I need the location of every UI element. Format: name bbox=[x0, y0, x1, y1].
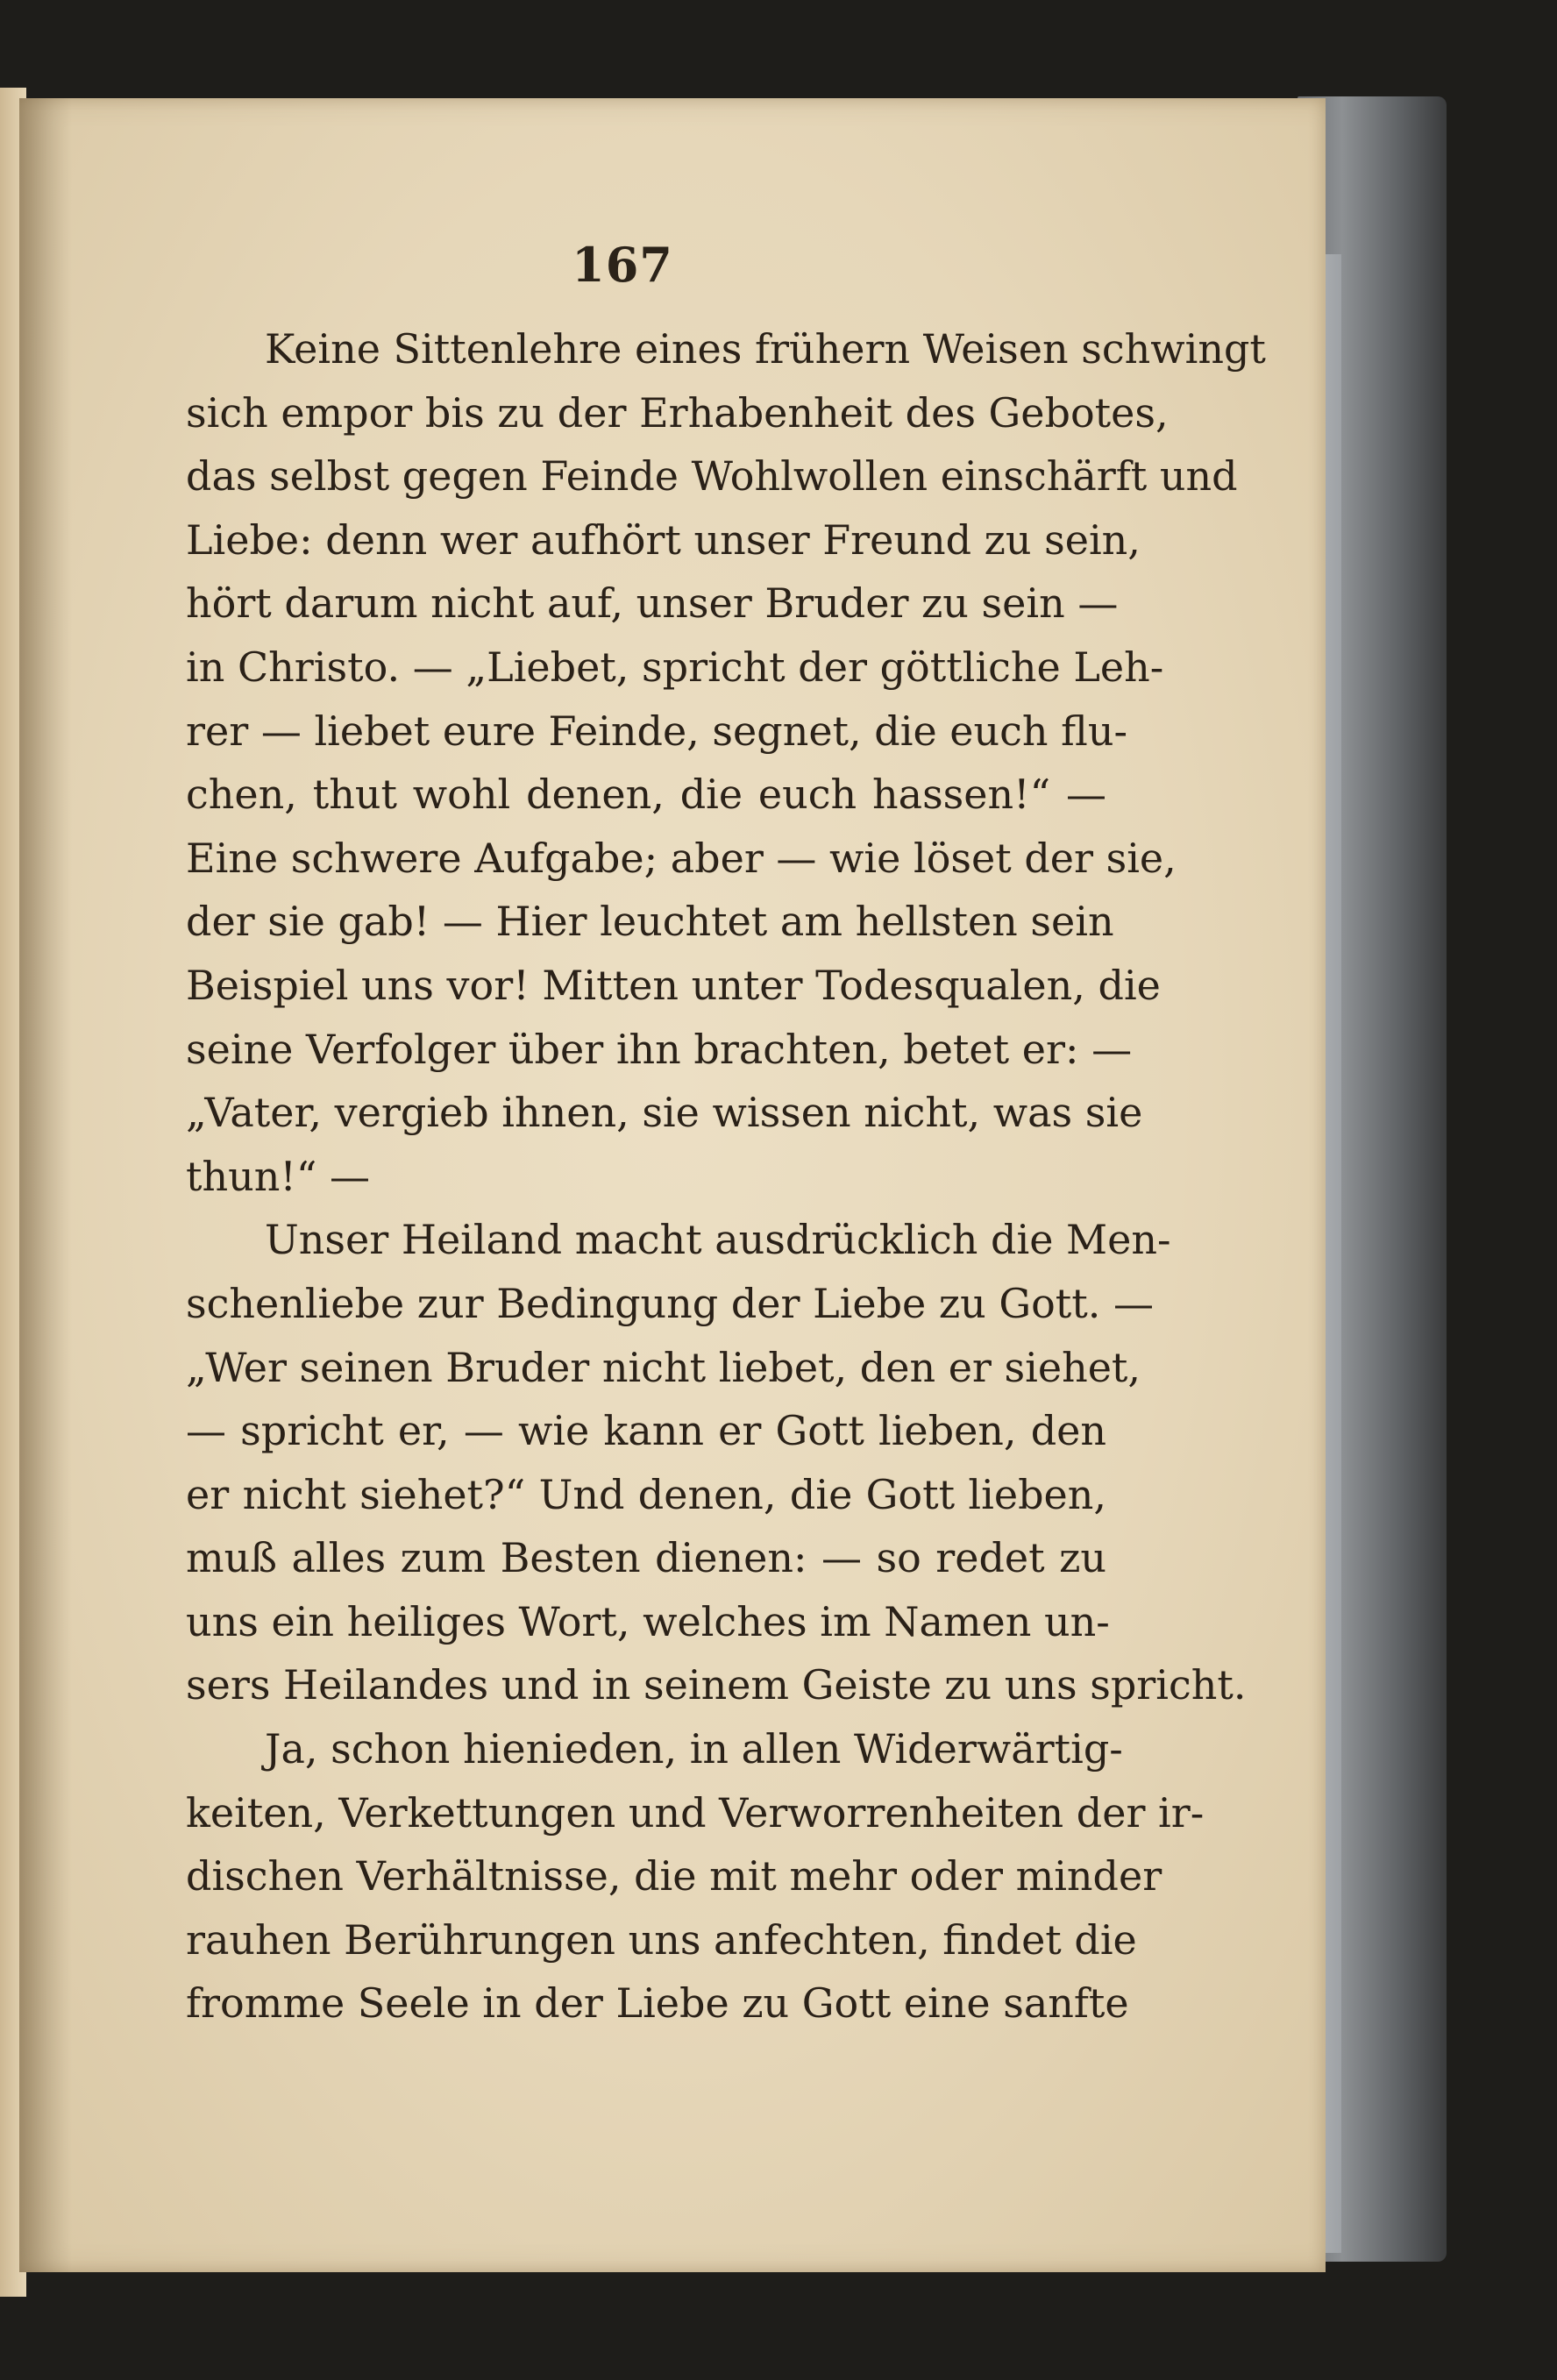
text-line: rer — liebet eure Feinde, segnet, die euch flu- bbox=[186, 707, 1127, 755]
text-line: muß alles zum Besten dienen: — so redet zu bbox=[186, 1534, 1106, 1582]
text-line: das selbst gegen Feinde Wohlwollen einschärft und bbox=[186, 452, 1238, 501]
text-line: chen, thut wohl denen, die euch hassen!“ — bbox=[186, 771, 1106, 819]
text-line: Keine Sittenlehre eines frühern Weisen schwingt bbox=[265, 325, 1266, 373]
text-line: seine Verfolger über ihn brachten, betet er: — bbox=[186, 1025, 1133, 1073]
text-line: schenliebe zur Bedingung der Liebe zu Gott. — bbox=[186, 1279, 1155, 1327]
page-number: 167 bbox=[572, 237, 673, 293]
gutter-shadow bbox=[19, 98, 72, 2272]
text-line: hört darum nicht auf, unser Bruder zu sein — bbox=[186, 579, 1119, 628]
text-line: uns ein heiliges Wort, welches im Namen un- bbox=[186, 1597, 1110, 1645]
text-line: — spricht er, — wie kann er Gott lieben, den bbox=[186, 1407, 1106, 1455]
text-line: thun!“ — bbox=[186, 1152, 370, 1200]
text-line: Liebe: denn wer aufhört unser Freund zu sein, bbox=[186, 515, 1141, 564]
text-line: Eine schwere Aufgabe; aber — wie löset der sie, bbox=[186, 834, 1177, 882]
text-line: in Christo. — „Liebet, spricht der göttliche Leh- bbox=[186, 643, 1164, 691]
text-line: Unser Heiland macht ausdrücklich die Men- bbox=[265, 1216, 1171, 1264]
text-line: sers Heilandes und in seinem Geiste zu uns spricht. bbox=[186, 1661, 1247, 1709]
text-line: dischen Verhältnisse, die mit mehr oder minder bbox=[186, 1852, 1162, 1900]
text-line: „Wer seinen Bruder nicht liebet, den er siehet, bbox=[186, 1343, 1141, 1391]
text-line: Ja, schon hienieden, in allen Widerwärtig- bbox=[265, 1725, 1123, 1773]
text-line: sich empor bis zu der Erhabenheit des Gebotes, bbox=[186, 388, 1169, 437]
text-line: fromme Seele in der Liebe zu Gott eine sanfte bbox=[186, 1979, 1129, 2028]
text-line: Beispiel uns vor! Mitten unter Todesqualen, die bbox=[186, 961, 1161, 1009]
text-line: „Vater, vergieb ihnen, sie wissen nicht, was sie bbox=[186, 1089, 1143, 1137]
text-line: der sie gab! — Hier leuchtet am hellsten sein bbox=[186, 898, 1114, 946]
page-text bbox=[186, 317, 1266, 2035]
text-line: rauhen Berührungen uns anfechten, findet die bbox=[186, 1915, 1137, 1964]
text-line: keiten, Verkettungen und Verworrenheiten der ir- bbox=[186, 1788, 1205, 1837]
text-line: er nicht siehet?“ Und denen, die Gott lieben, bbox=[186, 1470, 1106, 1518]
